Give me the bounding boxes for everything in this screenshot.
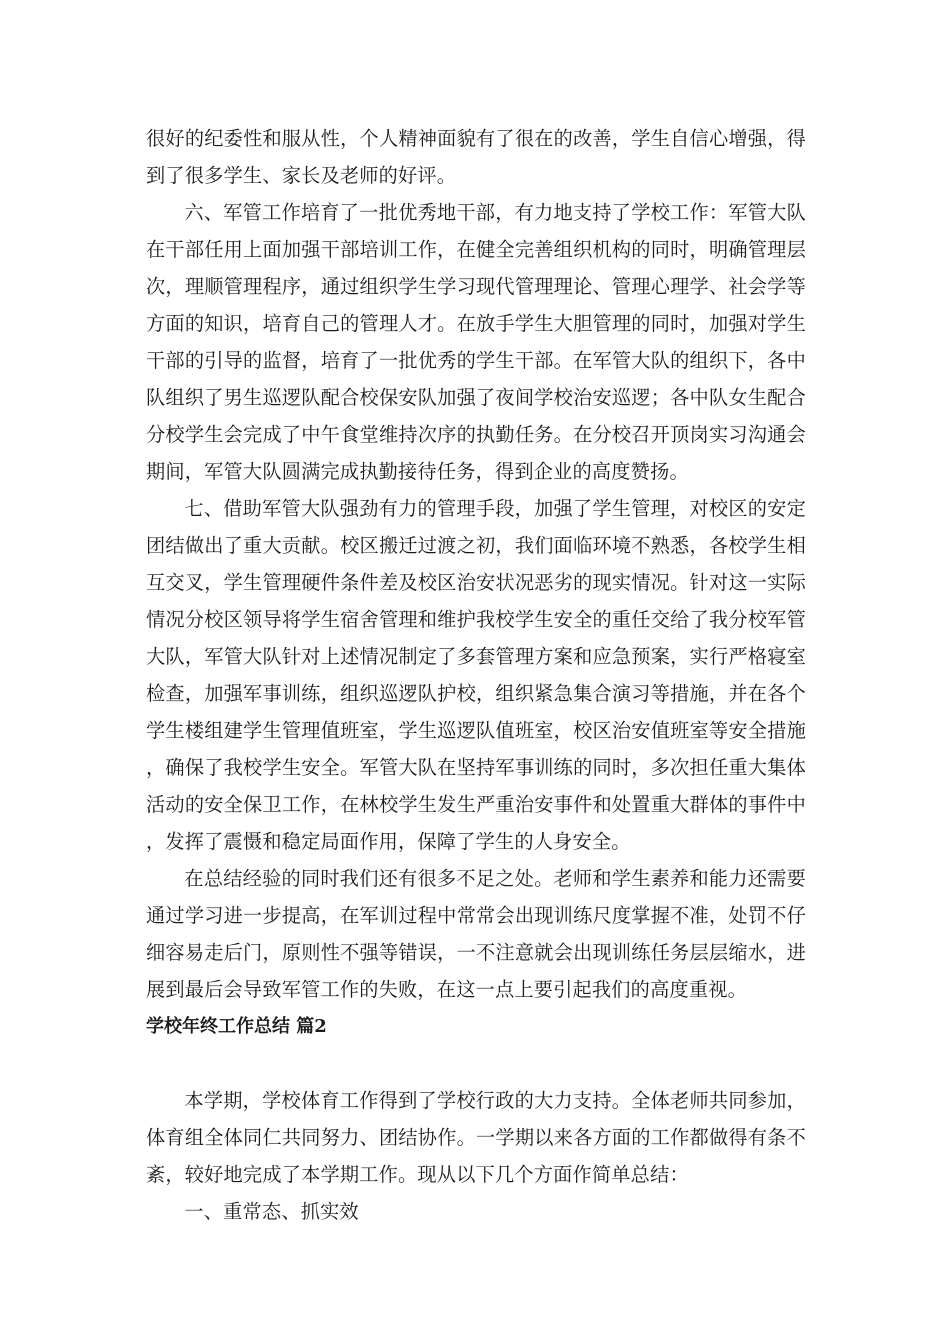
- paragraph-section-six: 六、军管工作培育了一批优秀地干部，有力地支持了学校工作：军管大队在干部任用上面加强干部培训工作，在健全完善组织机构的同时，明确管理层次，理顺管理程序，通过组织学生学习现代管理理论、管理心理学、社会学等方面的知识，培育自己的管理人才。在放手学生大胆管理的同时，加强对学生干部的引导的监督，培育了一批优秀的学生干部。在军管大队的组织下，各中队组织了男生巡逻队配合校保安队加强了夜间学校治安巡逻；各中队女生配合分校学生会完成了中午食堂维持次序的执勤任务。在分校召开顶岗实习沟通会期间，军管大队圆满完成执勤接待任务，得到企业的高度赞扬。: [146, 201, 806, 483]
- paragraph-shortcomings: 在总结经验的同时我们还有很多不足之处。老师和学生素养和能力还需要通过学习进一步提高，在军训过程中常常会出现训练尺度掌握不准，处罚不仔细容易走后门，原则性不强等错误，一不注意就会出现训练任务层层缩水，进展到最后会导致军管工作的失败，在这一点上要引起我们的高度重视。: [146, 867, 806, 1001]
- section-heading: 学校年终工作总结 篇2: [146, 1016, 327, 1037]
- paragraph-subheading-one: 一、重常态、抓实效: [184, 1200, 359, 1223]
- paragraph-intro-pe: 本学期，学校体育工作得到了学校行政的大力支持。全体老师共同参加，体育组全体同仁共同努力、团结协作。一学期以来各方面的工作都做得有条不紊，较好地完成了本学期工作。现从以下几个方面作简单总结：: [146, 1089, 806, 1186]
- document-body: [146, 120, 806, 1230]
- paragraph-section-seven: 七、借助军管大队强劲有力的管理手段，加强了学生管理，对校区的安定团结做出了重大贡献。校区搬迁过渡之初，我们面临环境不熟悉，各校学生相互交叉，学生管理硬件条件差及校区治安状况恶劣的现实情况。针对这一实际情况分校区领导将学生宿舍管理和维护我校学生安全的重任交给了我分校军管大队，军管大队针对上述情况制定了多套管理方案和应急预案，实行严格寝室检查，加强军事训练，组织巡逻队护校，组织紧急集合演习等措施，并在各个学生楼组建学生管理值班室，学生巡逻队值班室，校区治安值班室等安全措施，确保了我校学生安全。军管大队在坚持军事训练的同时，多次担任重大集体活动的安全保卫工作，在林校学生发生严重治安事件和处置重大群体的事件中，发挥了震慑和稳定局面作用，保障了学生的人身安全。: [146, 497, 806, 853]
- paragraph-continuation: 很好的纪委性和服从性，个人精神面貌有了很在的改善，学生自信心增强，得到了很多学生、家长及老师的好评。: [146, 127, 806, 187]
- blank-line: [146, 1045, 806, 1082]
